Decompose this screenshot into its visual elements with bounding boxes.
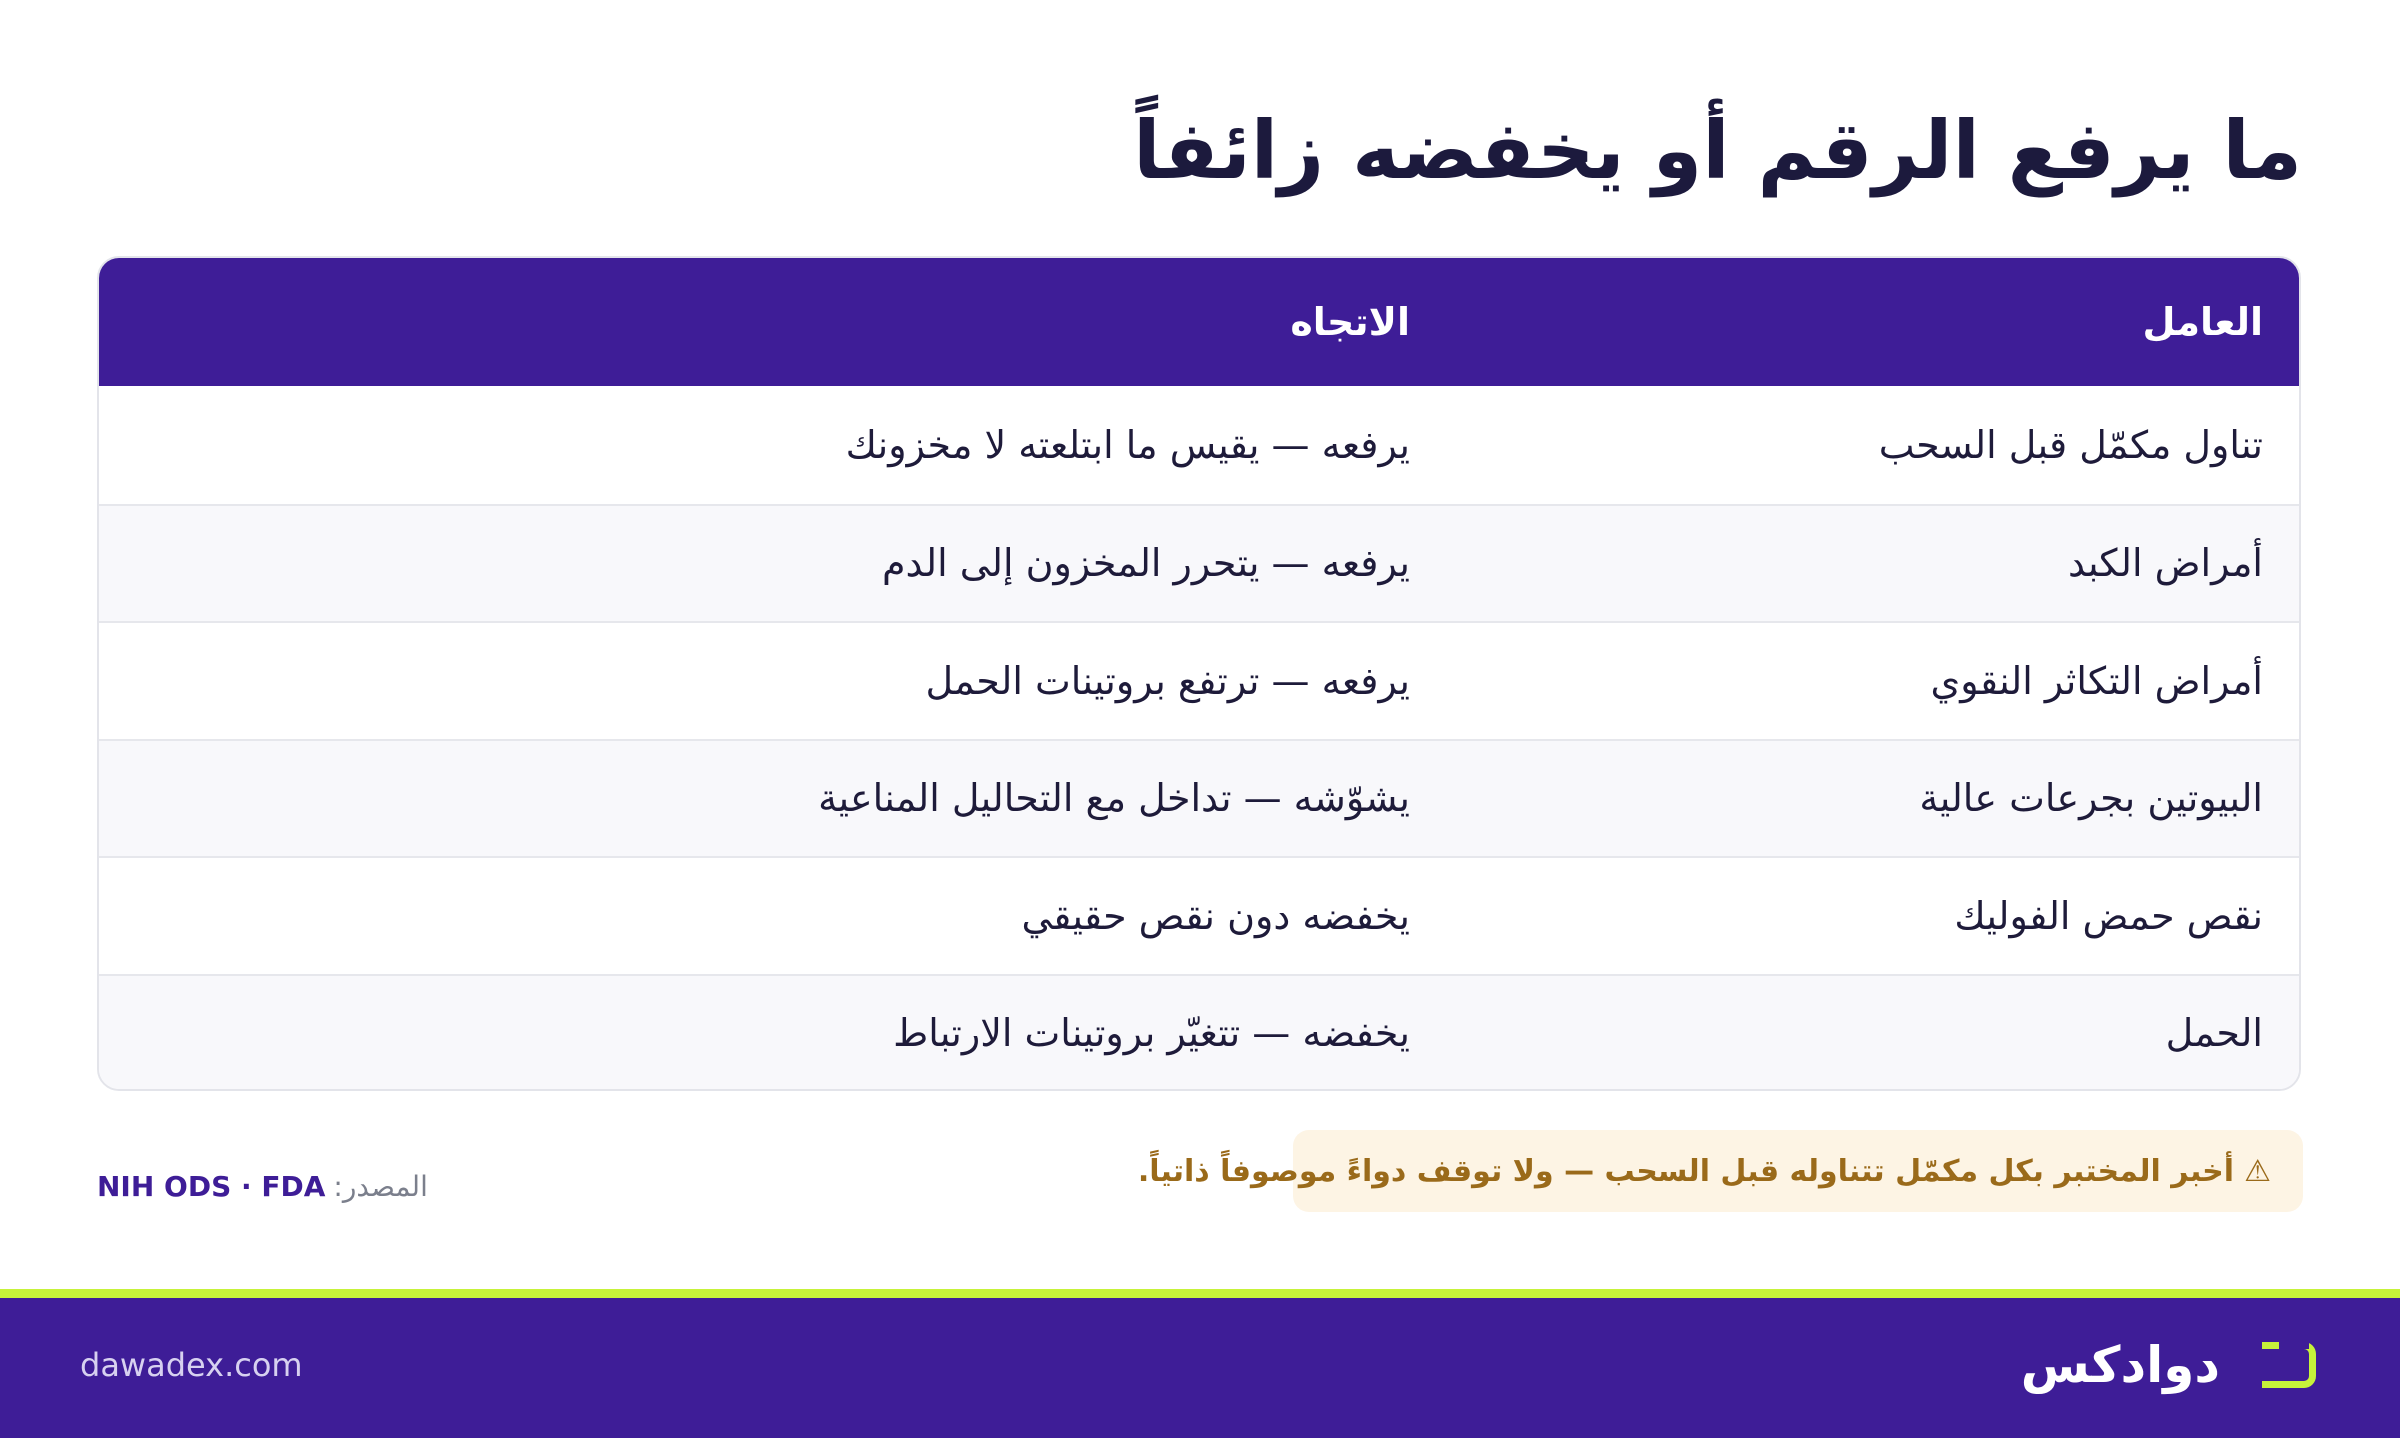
table-body — [99, 386, 2299, 1091]
brand-logo-icon — [2262, 1342, 2316, 1388]
brand-name: دوادكس — [2020, 1336, 2220, 1394]
source-citation — [97, 1170, 428, 1203]
direction-cell: يرفعه — يقيس ما ابتلعته لا مخزونك — [845, 422, 1410, 467]
table-row — [99, 386, 2299, 504]
factor-cell: أمراض التكاثر النقوي — [1930, 658, 2263, 703]
direction-cell: يرفعه — يتحرر المخزون إلى الدم — [882, 541, 1410, 586]
footer — [0, 1298, 2400, 1438]
header-factor: العامل — [2142, 300, 2263, 344]
factor-cell: نقص حمض الفوليك — [1954, 893, 2263, 938]
factor-cell: أمراض الكبد — [2068, 541, 2263, 586]
factors-table — [97, 256, 2301, 1091]
source-label: المصدر: — [333, 1170, 428, 1203]
warning-icon: ⚠ — [2244, 1153, 2271, 1189]
brand[interactable] — [2021, 1336, 2316, 1394]
table-row — [99, 856, 2299, 974]
warning-text: أخبر المختبر بكل مكمّل تتناوله قبل السحب — ولا توقف دواءً موصوفاً ذاتياً. — [1137, 1153, 2235, 1189]
source-value: NIH ODS · FDA — [97, 1170, 326, 1203]
table-row — [99, 974, 2299, 1092]
table-row — [99, 504, 2299, 622]
direction-cell: يرفعه — ترتفع بروتينات الحمل — [925, 658, 1410, 703]
factor-cell: البيوتين بجرعات عالية — [1919, 776, 2263, 821]
header-direction: الاتجاه — [1290, 300, 1410, 344]
page-title: ما يرفع الرقم أو يخفضه زائفاً — [1133, 104, 2302, 197]
direction-cell: يشوّشه — تداخل مع التحاليل المناعية — [818, 776, 1410, 821]
footer-accent-bar — [0, 1289, 2400, 1298]
direction-cell: يخفضه دون نقص حقيقي — [1021, 893, 1410, 938]
table-row — [99, 621, 2299, 739]
site-url-link[interactable]: dawadex.com — [80, 1346, 303, 1384]
direction-cell: يخفضه — تتغيّر بروتينات الارتباط — [893, 1011, 1410, 1056]
warning-note — [1137, 1130, 2303, 1212]
factor-cell: الحمل — [2165, 1011, 2263, 1056]
table-row — [99, 739, 2299, 857]
factor-cell: تناول مكمّل قبل السحب — [1878, 422, 2263, 467]
table-header — [99, 258, 2299, 386]
